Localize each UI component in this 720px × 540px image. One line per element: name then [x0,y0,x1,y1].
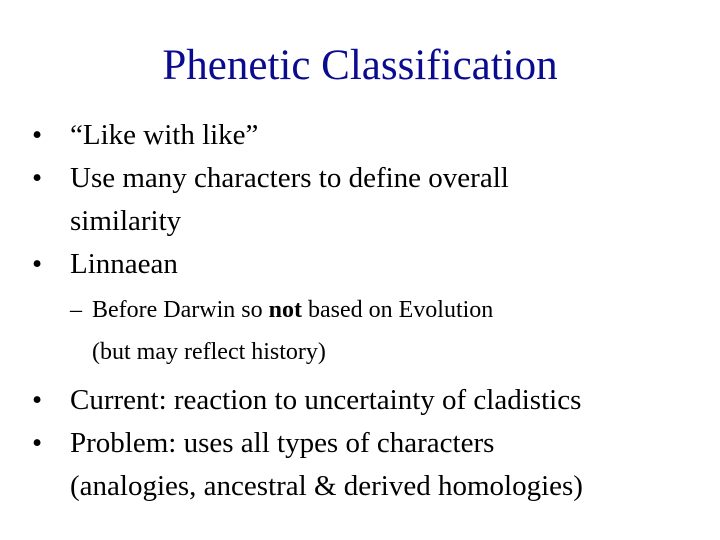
bullet-item [30,422,710,508]
bullet-text-continuation: (analogies, ancestral & derived homologies) [70,470,583,502]
bullet-dot: • [32,162,43,194]
bullet-dot: • [32,384,43,416]
sub-bullet-dash: – [70,297,82,323]
bullet-list [30,114,710,508]
bullet-text: Linnaean [70,248,178,280]
bullet-item [30,243,710,286]
sub-bullet-item [30,289,710,373]
bullet-text: Use many characters to define overall [70,162,509,194]
sub-bullet-text-post: based on Evolution [301,297,494,323]
bullet-item [30,157,710,243]
sub-bullet-text-pre: Before Darwin so [92,297,269,323]
sub-bullet-list [30,289,710,373]
bullet-text: Current: reaction to uncertainty of cladistics [70,384,582,416]
bullet-item [30,379,710,422]
bullet-text: Problem: uses all types of characters [70,427,495,459]
bullet-dot: • [32,248,43,280]
sub-bullet-text-continuation: (but may reflect history) [92,339,326,365]
sub-bullet-emphasis: not [268,297,302,323]
bullet-item [30,114,710,157]
bullet-text-continuation: similarity [70,205,182,237]
bullet-dot: • [32,427,43,459]
bullet-dot: • [32,119,43,151]
slide-title: Phenetic Classification [162,42,558,89]
bullet-text: “Like with like” [70,119,259,151]
